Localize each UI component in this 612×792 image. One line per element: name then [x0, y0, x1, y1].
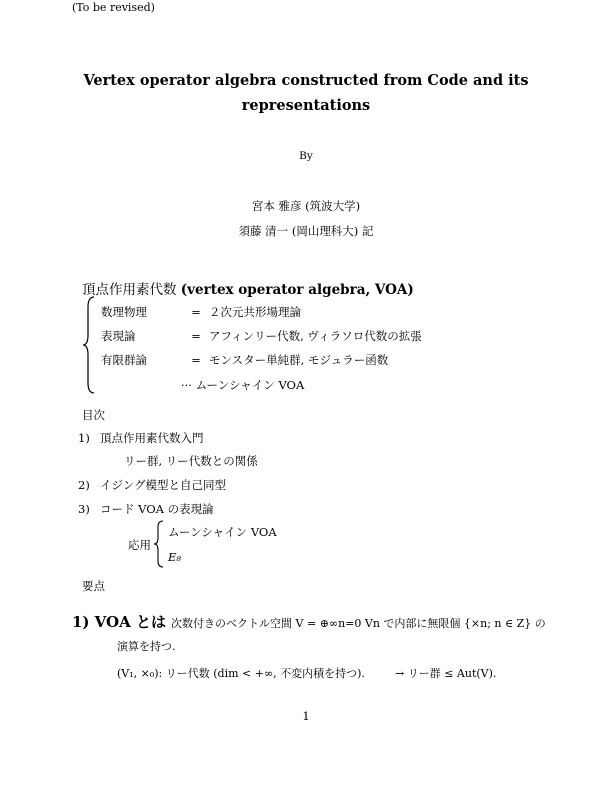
toc-heading: 目次	[82, 408, 105, 422]
toc-item-2: 2) イジング模型と自己同型	[78, 478, 226, 492]
application-e8: E₈	[168, 550, 182, 564]
page-number: 1	[302, 709, 310, 723]
point-1-text: 次数付きのベクトル空間 V = ⊕∞n=0 Vn で内部に無限個 {×n; n ∈ Z} の	[171, 617, 546, 630]
voa-heading	[82, 278, 414, 298]
voa-brace	[82, 295, 96, 395]
voa-row-group-theory: 有限群論 = モンスター単純群, モジュラー函数	[101, 353, 389, 367]
toc-item-1-sub: リー群, リー代数との関係	[124, 454, 258, 468]
toc-item-1: 1) 頂点作用素代数入門	[78, 431, 204, 445]
point-1-lie-algebra: (V₁, ×₀): リー代数 (dim < +∞, 不変内積を持つ).	[117, 667, 365, 680]
revision-note: (To be revised)	[72, 1, 155, 14]
voa-row-moonshine: ··· ムーンシャイン VOA	[181, 378, 305, 392]
point-1-head: VOA とは	[94, 613, 166, 631]
author-2: 須藤 清一 (岡山理科大) 記	[238, 224, 374, 238]
voa-row-representation: 表現論 = アフィンリー代数, ヴィラソロ代数の拡張	[101, 329, 422, 343]
voa-heading-en: (vertex operator algebra, VOA)	[180, 282, 414, 298]
summary-heading: 要点	[82, 579, 105, 593]
applications-label: 応用	[128, 538, 151, 552]
title-line-1: Vertex operator algebra constructed from Code and its	[83, 72, 529, 89]
title-line-2: representations	[241, 97, 371, 114]
by-label: By	[299, 150, 313, 162]
author-1: 宮本 雅彦 (筑波大学)	[251, 199, 361, 213]
voa-row-physics: 数理物理 = ２次元共形場理論	[101, 305, 301, 319]
applications-brace	[153, 520, 165, 568]
voa-heading-jp: 頂点作用素代数	[82, 282, 177, 298]
point-1-lie-group: → リー群 ≤ Aut(V).	[395, 667, 497, 680]
application-moonshine: ムーンシャイン VOA	[168, 525, 277, 539]
point-1-continuation: 演算を持つ.	[117, 640, 176, 653]
point-1-number: 1)	[72, 613, 90, 631]
point-1	[72, 611, 546, 632]
toc-item-3: 3) コード VOA の表現論	[78, 502, 214, 516]
